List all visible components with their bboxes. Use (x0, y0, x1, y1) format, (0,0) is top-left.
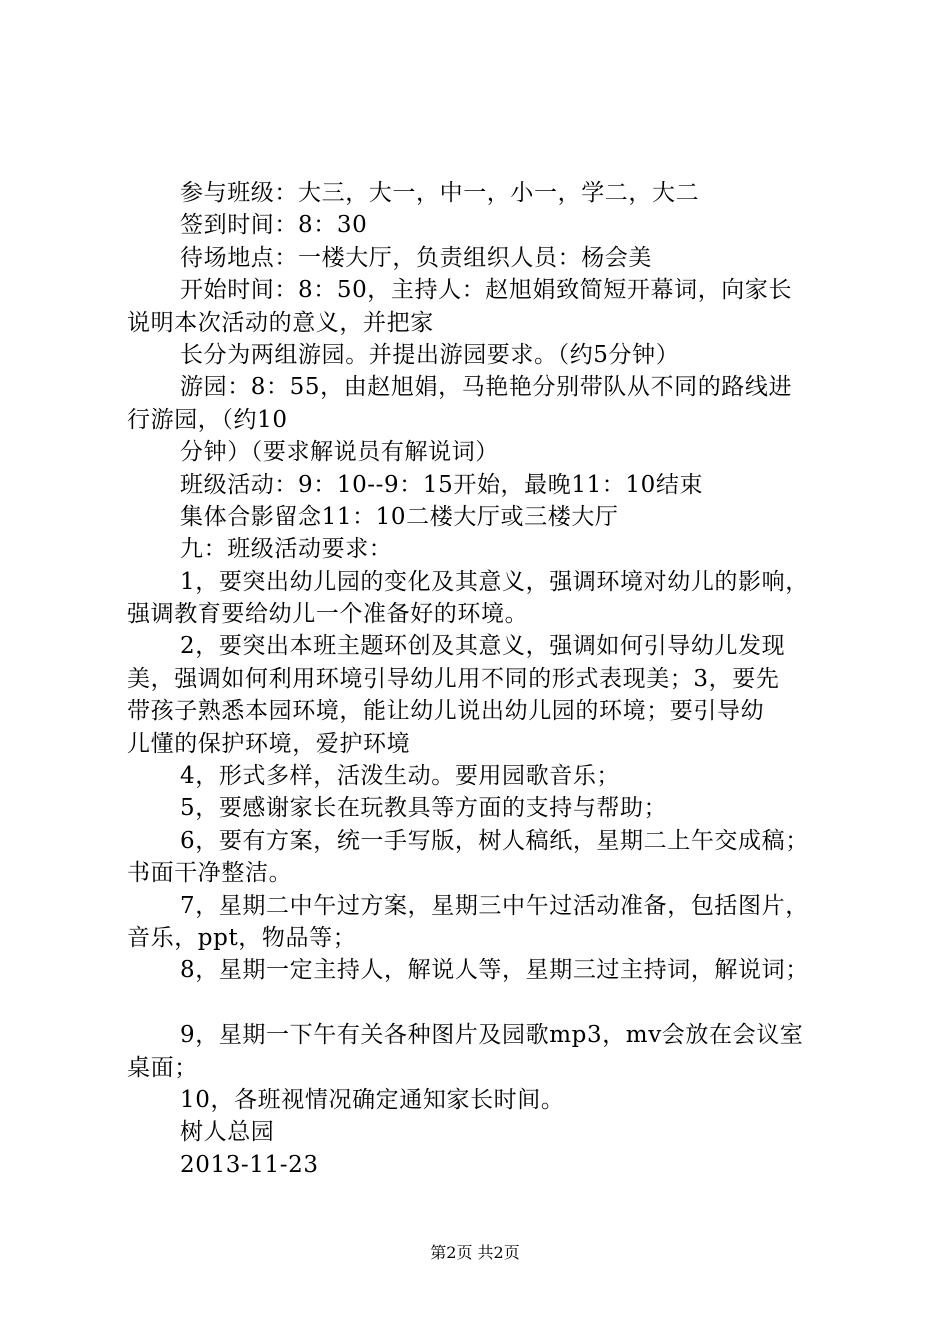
text-line: 6，要有方案，统一手写版，树人稿纸，星期二上午交成稿； (180, 827, 809, 854)
text-line: 儿懂的保护环境，爱护环境 (127, 730, 411, 757)
text-line: 书面干净整洁。 (127, 860, 293, 887)
blank-line (127, 987, 847, 1019)
text-line: 待场地点：一楼大厅，负责组织人员：杨会美 (180, 244, 652, 271)
text-line: 班级活动：9：10--9：15开始，最晚11：10结束 (180, 471, 704, 498)
text-line: 音乐，ppt，物品等； (127, 924, 357, 951)
text-line: 行游园，（约10 (127, 406, 288, 433)
text-line: 九：班级活动要求： (180, 536, 393, 563)
text-line: 分钟）（要求解说员有解说词） (180, 439, 499, 466)
text-line: 8，星期一定主持人，解说人等，星期三过主持词，解说词； (180, 957, 809, 984)
text-line: 美，强调如何利用环境引导幼儿用不同的形式表现美；3，要先 (127, 665, 780, 692)
text-line: 2，要突出本班主题环创及其意义，强调如何引导幼儿发现 (180, 633, 786, 660)
text-line: 开始时间：8：50，主持人：赵旭娟致简短开幕词，向家长 (180, 277, 793, 304)
text-line: 10，各班视情况确定通知家长时间。 (180, 1086, 565, 1113)
text-line: 桌面； (127, 1054, 198, 1081)
text-line: 4，形式多样，活泼生动。要用园歌音乐； (180, 763, 621, 790)
text-line: 带孩子熟悉本园环境，能让幼儿说出幼儿园的环境；要引导幼 (127, 698, 765, 725)
document-body (127, 177, 847, 1181)
text-line: 5，要感谢家长在玩教具等方面的支持与帮助； (180, 795, 668, 822)
text-line: 强调教育要给幼儿一个准备好的环境。 (127, 601, 529, 628)
text-line: 长分为两组游园。并提出游园要求。（约5分钟） (180, 341, 680, 368)
text-line: 签到时间：8：30 (180, 212, 368, 239)
text-line: 参与班级：大三，大一，中一，小一，学二，大二 (180, 180, 700, 206)
page-footer: 第2页 共2页 (430, 1243, 520, 1262)
text-line: 9，星期一下午有关各种图片及园歌mp3，mv会放在会议室 (180, 1022, 804, 1049)
text-line: 说明本次活动的意义，并把家 (127, 309, 434, 336)
text-line: 2013-11-23 (180, 1151, 319, 1178)
text-line: 游园：8：55，由赵旭娟，马艳艳分别带队从不同的路线进 (180, 374, 793, 401)
text-line: 树人总园 (180, 1119, 275, 1146)
text-line: 1，要突出幼儿园的变化及其意义，强调环境对幼儿的影响， (180, 568, 809, 595)
text-line: 7，星期二中午过方案，星期三中午过活动准备，包括图片， (180, 892, 809, 919)
text-line: 集体合影留念11：10二楼大厅或三楼大厅 (180, 503, 619, 530)
